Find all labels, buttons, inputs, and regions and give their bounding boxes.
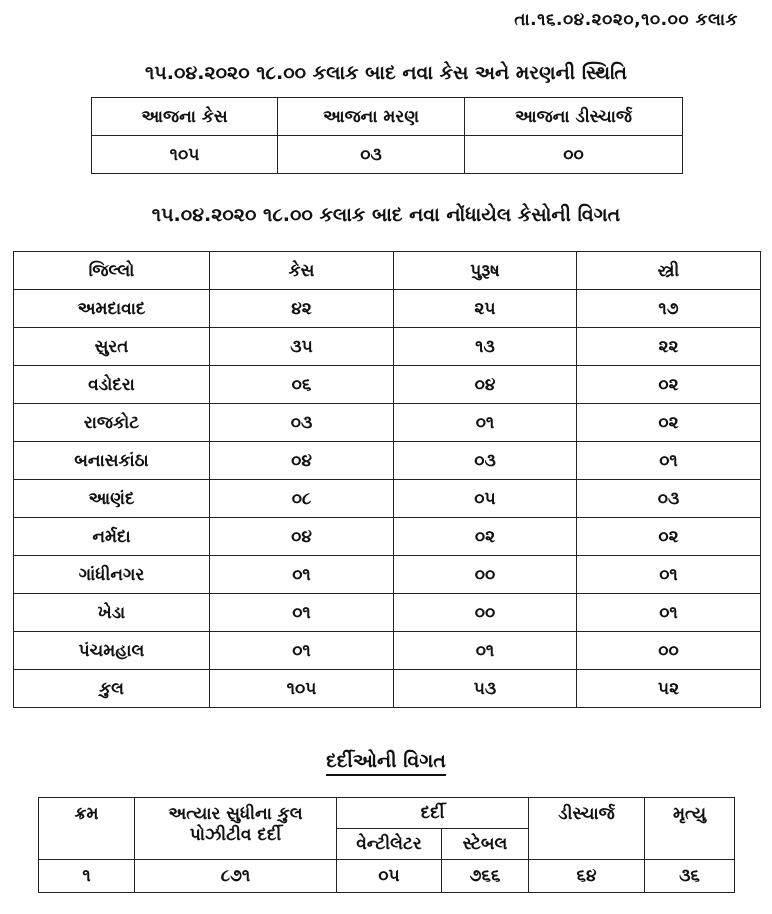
district-name: અમદાવાદ [14,290,210,328]
district-cases: ૦૧ [210,632,394,670]
district-name: બનાસકાંઠા [14,442,210,480]
patient-stable: ૭૬૬ [442,860,529,893]
total-cases: ૧૦૫ [210,670,394,708]
header-ventilator: વેન્ટીલેટર [337,829,442,860]
district-title: ૧૫.૦૪.૨૦૨૦ ૧૮.૦૦ કલાક બાદ નવા નોંધાયેલ કેસોની વિગત [151,204,621,226]
district-name: પંચમહાલ [14,632,210,670]
district-female: ૧૭ [577,290,761,328]
header-todays-discharge: આજના ડીસ્ચાર્જ [465,98,683,136]
header-district: જિલ્લો [14,252,210,290]
header-todays-deaths: આજના મરણ [278,98,465,136]
district-female: ૦૨ [577,518,761,556]
table-row [14,442,761,480]
district-male: ૦૨ [394,518,577,556]
summary-value-row [92,136,683,174]
header-serial: ક્રમ [39,798,135,860]
table-row [14,518,761,556]
district-cases: ૩૫ [210,328,394,366]
district-name: વડોદરા [14,366,210,404]
patient-total-positive: ૮૭૧ [135,860,337,893]
header-patient: દર્દી [337,798,529,829]
header-total-positive [135,798,337,860]
district-male: ૦૩ [394,442,577,480]
patient-death: ૩૬ [645,860,735,893]
todays-deaths-value: ૦૩ [278,136,465,174]
district-female: ૦૧ [577,594,761,632]
district-female: ૦૧ [577,442,761,480]
district-male: ૦૦ [394,556,577,594]
district-female: ૦૨ [577,404,761,442]
district-name: ખેડા [14,594,210,632]
table-row [39,860,735,893]
patient-header-row [39,798,735,829]
district-male: ૦૪ [394,366,577,404]
table-row [14,480,761,518]
total-row [14,670,761,708]
header-male: પુરૂષ [394,252,577,290]
district-male: ૨૫ [394,290,577,328]
report-date: તા.૧૬.૦૪.૨૦૨૦,૧૦.૦૦ કલાક [514,10,738,30]
district-name: ગાંધીનગર [14,556,210,594]
district-name: સુરત [14,328,210,366]
district-table [13,251,761,708]
patient-serial: ૧ [39,860,135,893]
header-discharge: ડીસ્ચાર્જ [529,798,645,860]
district-female: ૦૦ [577,632,761,670]
district-cases: ૦૮ [210,480,394,518]
table-row [14,328,761,366]
header-death: મૃત્યુ [645,798,735,860]
district-cases: ૪૨ [210,290,394,328]
table-row [14,290,761,328]
header-todays-cases: આજના કેસ [92,98,278,136]
header-female: સ્ત્રી [577,252,761,290]
table-row [14,632,761,670]
district-female: ૨૨ [577,328,761,366]
district-cases: ૦૧ [210,594,394,632]
district-female: ૦૧ [577,556,761,594]
header-cases: કેસ [210,252,394,290]
district-female: ૦૩ [577,480,761,518]
district-header-row [14,252,761,290]
district-name: આણંદ [14,480,210,518]
header-stable: સ્ટેબલ [442,829,529,860]
district-cases: ૦૧ [210,556,394,594]
total-label: કુલ [14,670,210,708]
district-name: નર્મદા [14,518,210,556]
district-male: ૦૫ [394,480,577,518]
district-cases: ૦૪ [210,518,394,556]
district-cases: ૦૪ [210,442,394,480]
table-row [14,594,761,632]
district-male: ૦૧ [394,404,577,442]
total-female: ૫૨ [577,670,761,708]
patients-title [0,750,772,772]
total-male: ૫૩ [394,670,577,708]
district-male: ૧૩ [394,328,577,366]
district-cases: ૦૬ [210,366,394,404]
todays-discharge-value: ૦૦ [465,136,683,174]
district-cases: ૦૩ [210,404,394,442]
district-female: ૦૨ [577,366,761,404]
table-row [14,404,761,442]
patient-discharge: ૬૪ [529,860,645,893]
summary-title: ૧૫.૦૪.૨૦૨૦ ૧૮.૦૦ કલાક બાદ નવા કેસ અને મરણની સ્થિતિ [145,62,627,84]
district-male: ૦૧ [394,632,577,670]
patients-title-text: દર્દીઓની વિગત [326,750,446,776]
patient-ventilator: ૦૫ [337,860,442,893]
district-male: ૦૦ [394,594,577,632]
header-total-positive-line2: પોઝીટીવ દર્દી [189,825,282,846]
table-row [14,556,761,594]
summary-table [91,97,683,174]
table-row [14,366,761,404]
todays-cases-value: ૧૦૫ [92,136,278,174]
district-name: રાજકોટ [14,404,210,442]
summary-header-row [92,98,683,136]
header-total-positive-line1: અત્યાર સુધીના કુલ [168,804,303,824]
patient-table [38,797,735,893]
